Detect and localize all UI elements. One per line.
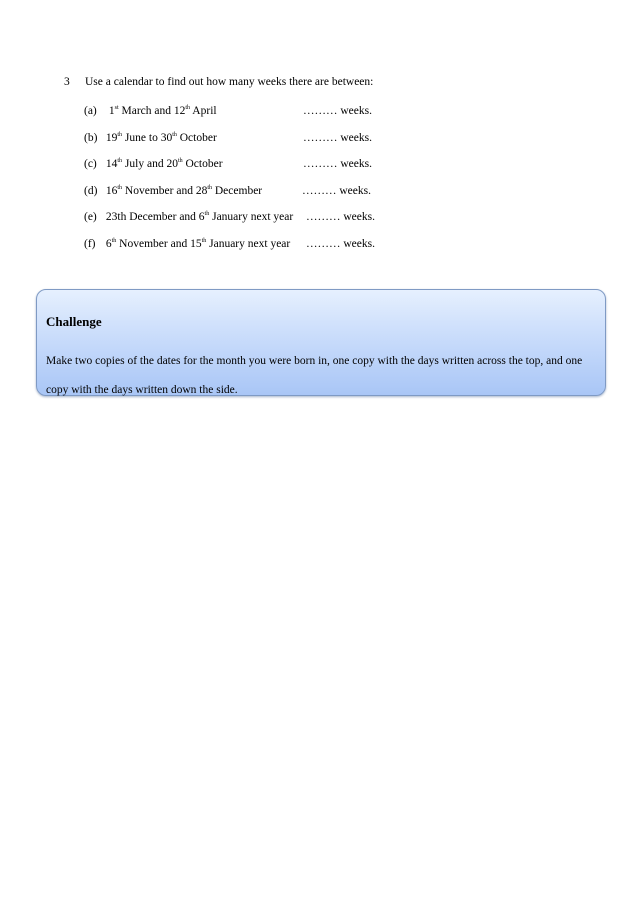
question-text: Use a calendar to find out how many weeks there are between: <box>85 76 374 88</box>
item-date-text: 6th November and 15th January next year <box>105 238 291 250</box>
item-date-text: 14th July and 20th October <box>105 158 223 170</box>
answer-blank-d: ……… weeks. <box>302 185 371 197</box>
item-label: (f) <box>84 238 96 250</box>
item-label: (b) <box>84 132 98 144</box>
item-f <box>84 238 290 250</box>
item-a <box>84 105 217 117</box>
item-c <box>84 158 223 170</box>
item-e <box>84 211 293 223</box>
challenge-box <box>36 289 606 396</box>
item-b <box>84 132 217 144</box>
challenge-title: Challenge <box>46 314 102 329</box>
challenge-text: Make two copies of the dates for the month you were born in, one copy with the days written across the top, and one copy with the days written down the side. <box>46 355 583 396</box>
item-date-text: 1st March and 12th April <box>108 105 217 117</box>
answer-blank-a: ……… weeks. <box>303 105 372 117</box>
item-date-text: 16th November and 28th December <box>105 185 263 197</box>
item-date-text: 19th June to 30th October <box>105 132 217 144</box>
item-label: (a) <box>84 105 97 117</box>
answer-blank-b: ……… weeks. <box>303 132 372 144</box>
question-3 <box>64 76 373 88</box>
answer-blank-c: ……… weeks. <box>303 158 372 170</box>
item-label: (e) <box>84 211 97 223</box>
item-date-text: 23th December and 6th January next year <box>105 211 294 223</box>
item-label: (d) <box>84 185 98 197</box>
item-label: (c) <box>84 158 97 170</box>
answer-blank-f: ……… weeks. <box>306 238 375 250</box>
item-d <box>84 185 262 197</box>
answer-blank-e: ……… weeks. <box>306 211 375 223</box>
question-number: 3 <box>64 76 70 88</box>
